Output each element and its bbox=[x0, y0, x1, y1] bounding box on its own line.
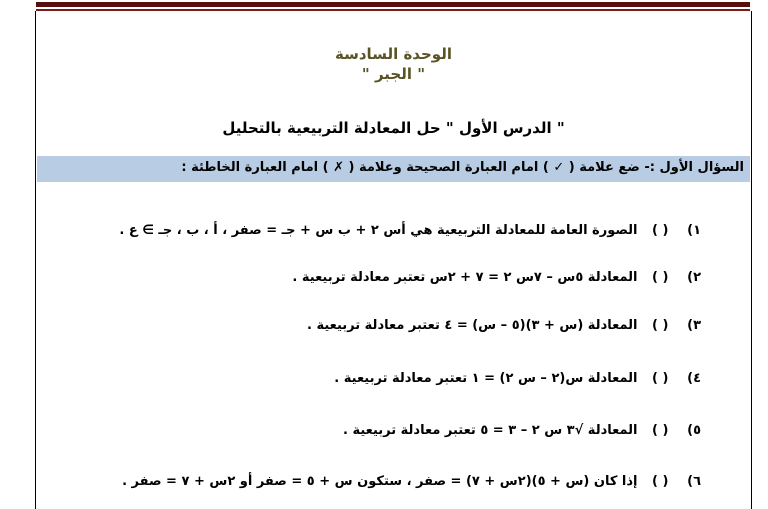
item-number: ١) bbox=[687, 223, 701, 238]
item-text: المعادلة ٥س – ٧س ٢ = ٧ + ٢س تعتبر معادلة تربيعية . bbox=[292, 270, 638, 285]
list-item bbox=[122, 474, 701, 489]
item-text: المعادلة √٣ س ٢ – ٣ = ٥ تعتبر معادلة تربيعية . bbox=[342, 423, 638, 438]
item-text: المعادلة س(٢ – س ٢) = ١ تعتبر معادلة تربيعية . bbox=[334, 371, 638, 386]
item-text: المعادلة (س + ٣)(٥ – س) = ٤ تعتبر معادلة تربيعية . bbox=[307, 318, 638, 333]
list-item bbox=[119, 223, 701, 238]
answer-blank[interactable]: ( ) bbox=[652, 371, 669, 386]
item-number: ٤) bbox=[687, 371, 701, 386]
answer-blank[interactable]: ( ) bbox=[652, 318, 669, 333]
list-item bbox=[307, 318, 701, 333]
item-text: إذا كان (س + ٥)(٢س + ٧) = صفر ، ستكون س + ٥ = صفر أو ٢س + ٧ = صفر . bbox=[122, 474, 638, 489]
list-item bbox=[343, 423, 701, 438]
item-number: ٣) bbox=[687, 318, 701, 333]
item-number: ٥) bbox=[687, 423, 701, 438]
worksheet-page bbox=[35, 11, 752, 509]
answer-blank[interactable]: ( ) bbox=[652, 223, 669, 238]
answer-blank[interactable]: ( ) bbox=[652, 270, 669, 285]
question-banner bbox=[37, 156, 750, 182]
item-number: ٦) bbox=[687, 474, 701, 489]
list-item bbox=[334, 371, 701, 386]
item-number: ٢) bbox=[687, 270, 701, 285]
answer-blank[interactable]: ( ) bbox=[652, 474, 669, 489]
unit-title: الوحدة السادسة bbox=[335, 45, 452, 63]
answer-blank[interactable]: ( ) bbox=[652, 423, 669, 438]
list-item bbox=[292, 270, 701, 285]
header-rule bbox=[36, 2, 750, 7]
question-text: السؤال الأول :- ضع علامة ( ✓ ) امام العبارة الصحيحة وعلامة ( ✗ ) امام العبارة الخاطئة : bbox=[181, 160, 744, 175]
item-text: الصورة العامة للمعادلة التربيعية هي أس ٢ + ب س + جـ = صفر ، أ ، ب ، جـ ∋ ع . bbox=[119, 223, 638, 238]
unit-subtitle: " الجبر " bbox=[361, 65, 426, 83]
lesson-title: الدرس الأول " حل المعادلة التربيعية بالتحليل " bbox=[222, 119, 565, 137]
